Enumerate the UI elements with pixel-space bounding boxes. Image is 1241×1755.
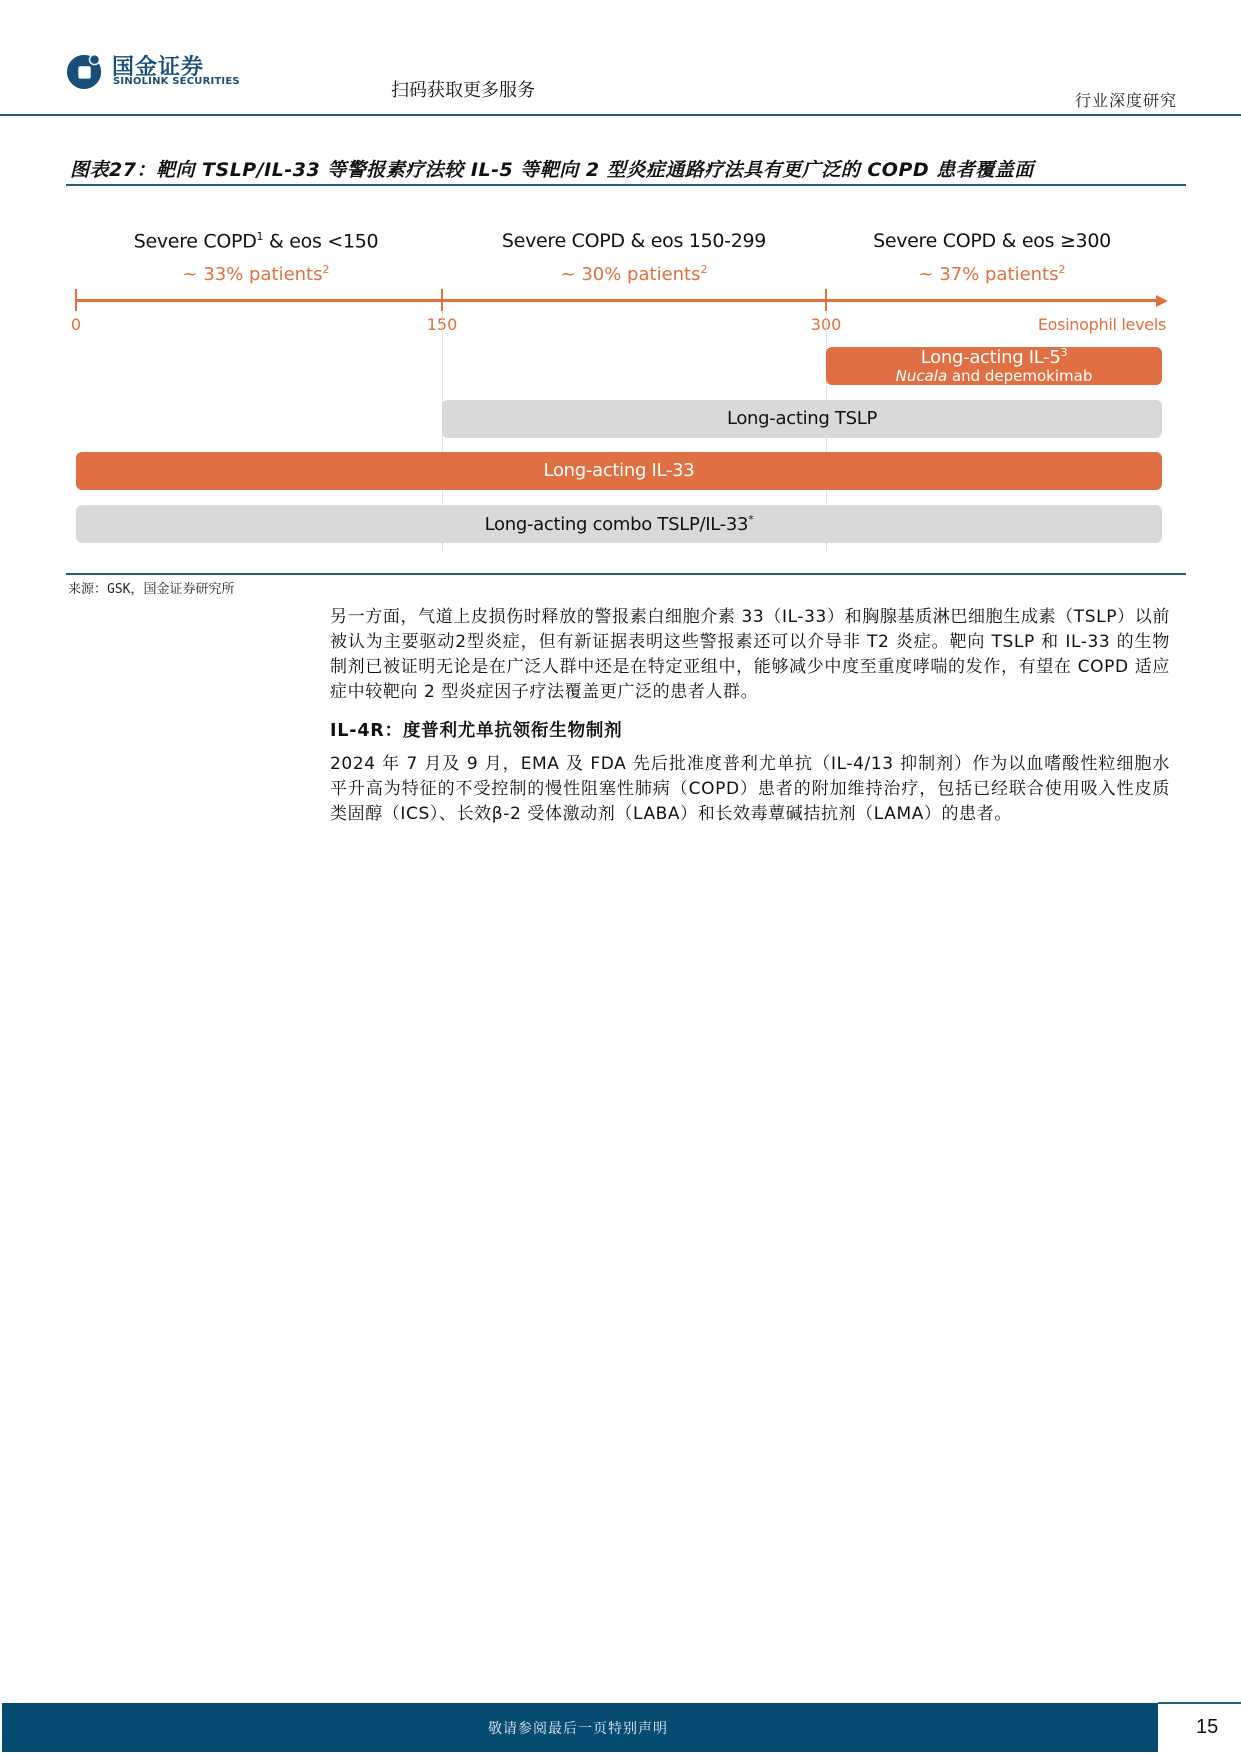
logo-english-name: SINOLINK SECURITIES xyxy=(113,76,240,87)
bar-label: Long-acting TSLP xyxy=(726,408,878,430)
eosinophil-coverage-chart xyxy=(66,200,1186,570)
bar-long-acting-il33 xyxy=(76,452,1162,490)
axis-tick-0 xyxy=(75,289,77,311)
logo-chinese-name: 国金证券 xyxy=(112,55,205,80)
report-type-label: 行业深度研究 xyxy=(1074,91,1177,110)
sinolink-logo-icon xyxy=(66,52,104,90)
segment-title-mid: Severe COPD & eos 150-299 xyxy=(501,230,767,252)
axis-tick-300 xyxy=(825,289,827,311)
axis-tick-150 xyxy=(441,289,443,311)
segment-share-low: ~ 33% patients$^2$ xyxy=(182,263,330,285)
axis-tick-label-0: 0 xyxy=(70,315,82,334)
bar-label: Long-acting IL-33 xyxy=(543,460,695,482)
segment-title-low: Severe COPD$^1$ & eos <150 xyxy=(133,230,379,253)
figure-top-rule xyxy=(66,184,1186,186)
bar-long-acting-combo xyxy=(76,505,1162,543)
footer-disclaimer: 敬请参阅最后一页特别声明 xyxy=(488,1721,668,1737)
eosinophil-axis xyxy=(76,299,1158,302)
axis-tick-label-300: 300 xyxy=(810,315,842,334)
company-logo xyxy=(66,50,246,90)
bar-long-acting-tslp xyxy=(442,400,1162,438)
paragraph-alarmins: 另一方面，气道上皮损伤时释放的警报素白细胞介素 33（IL-33）和胸腺基质淋巴细胞生成素（TSLP）以前被认为主要驱动2型炎症，但有新证据表明这些警报素还可以介导非 T2 炎症。靶向 TSLP 和 IL-33 的生物制剂已被证明无论是在广泛人群中还是在特定亚组中，能够减少中度至重度哮喘的发作，有望在 COPD 适应症中较靶向 2 型炎症因子疗法覆盖更广泛的患者人群。 xyxy=(330,607,1170,702)
figure-bottom-rule xyxy=(66,573,1186,575)
segment-share-mid: ~ 30% patients$^2$ xyxy=(560,263,708,285)
figure-title: 图表27：靶向 TSLP/IL-33 等警报素疗法较 IL-5 等靶向 2 型炎症通路疗法具有更广泛的 COPD 患者覆盖面 xyxy=(70,159,1034,181)
bar-label: Long-acting combo TSLP/IL-33* xyxy=(484,512,754,535)
axis-tick-label-150: 150 xyxy=(426,315,458,334)
bar-label: Long-acting $IL-5^3$ xyxy=(920,346,1068,369)
axis-arrow-icon xyxy=(1156,295,1168,307)
segment-share-high: ~ 37% patients$^2$ xyxy=(918,263,1066,285)
paragraph-dupilumab: 2024 年 7 月及 9 月，EMA 及 FDA 先后批准度普利尤单抗（IL-4/13 抑制剂）作为以血嗜酸性粒细胞水平升高为特征的不受控制的慢性阻塞性肺病（COPD）患者的附加维持治疗，包括已经联合使用吸入性皮质类固醇（ICS）、长效β-2 受体激动剂（LABA）和长效毒蕈碱拮抗剂（LAMA）的患者。 xyxy=(330,754,1170,824)
footer-page-rule xyxy=(1158,1702,1241,1704)
segment-title-high: Severe COPD & eos ≥300 xyxy=(873,230,1111,252)
figure-source: 来源：GSK，国金证券研究所 xyxy=(68,582,235,597)
page-number: 15 xyxy=(1196,1716,1219,1738)
section-heading-il4r: IL-4R：度普利尤单抗领衔生物制剂 xyxy=(330,721,623,741)
header-divider xyxy=(0,114,1241,116)
bar-long-acting-il5 xyxy=(826,347,1162,385)
report-body xyxy=(330,605,1170,827)
bar-sublabel: Nucala and depemokimab xyxy=(895,367,1093,386)
axis-title: Eosinophil levels xyxy=(1037,315,1166,334)
qr-service-text: 扫码获取更多服务 xyxy=(391,80,535,101)
